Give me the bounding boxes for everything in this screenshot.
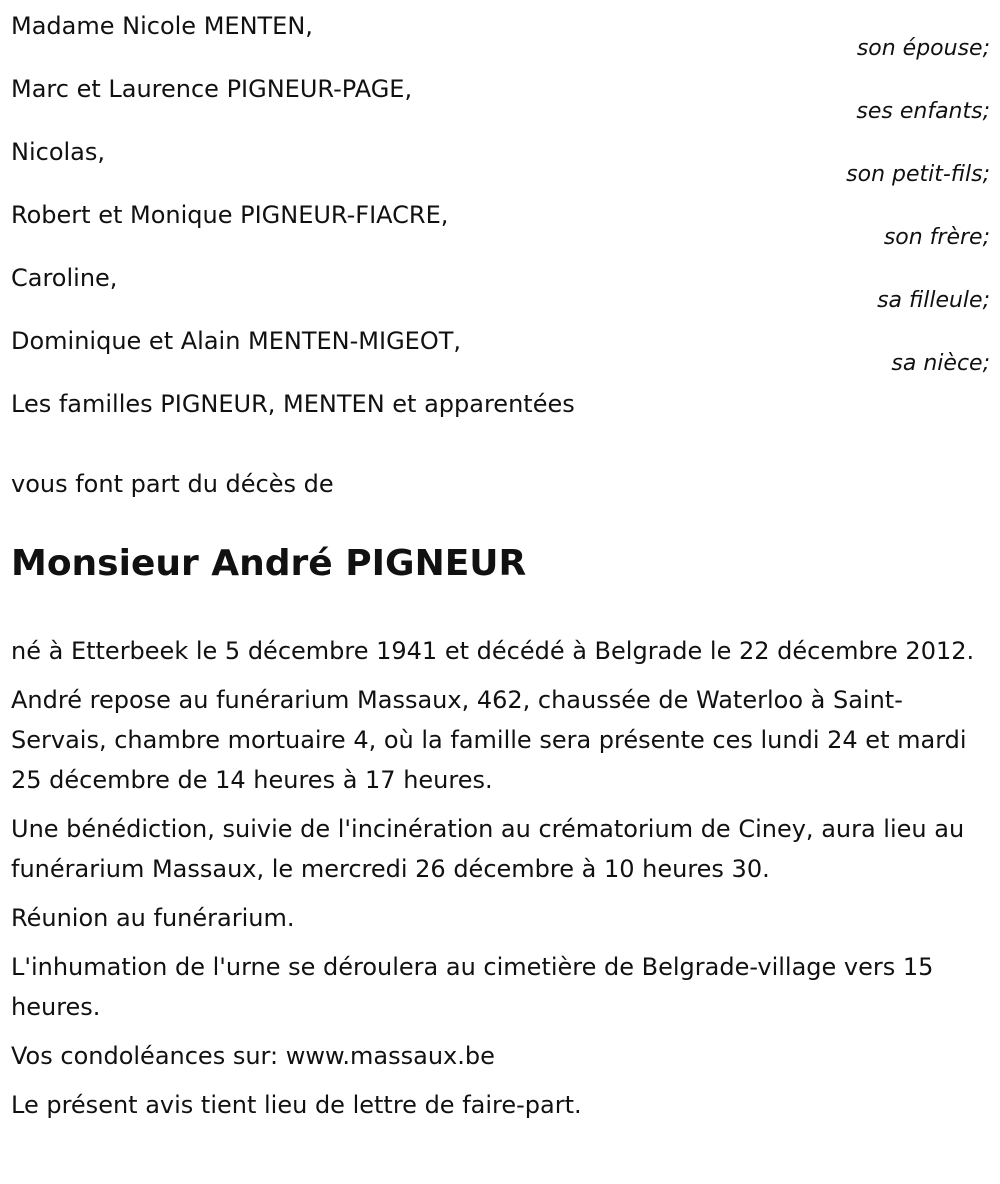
notice-paragraph: Le présent avis tient lieu de lettre de faire-part.	[11, 1091, 582, 1119]
announcement-intro: vous font part du décès de	[11, 470, 334, 498]
family-row	[11, 252, 990, 315]
family-member-relation: son frère;	[883, 225, 990, 250]
family-member-relation: ses enfants;	[856, 99, 990, 124]
family-list	[11, 0, 990, 378]
family-member-name: Marc et Laurence PIGNEUR-PAGE,	[11, 75, 413, 103]
notice-body	[11, 631, 990, 1134]
family-member-name: Nicolas,	[11, 138, 106, 166]
visitation-paragraph: André repose au funérarium Massaux, 462, chaussée de Waterloo à Saint-Servais, chambre mortuaire 4, où la famille sera présente ces lundi 24 et mardi 25 décembre de 14 heures à 17 heures.	[11, 686, 967, 794]
family-member-relation: sa filleule;	[877, 288, 990, 313]
birth-death-paragraph: né à Etterbeek le 5 décembre 1941 et décédé à Belgrade le 22 décembre 2012.	[11, 637, 975, 665]
family-member-name: Dominique et Alain MENTEN-MIGEOT,	[11, 327, 462, 355]
deceased-name: Monsieur André PIGNEUR	[11, 543, 527, 584]
family-row	[11, 189, 990, 252]
condolences-paragraph: Vos condoléances sur: www.massaux.be	[11, 1042, 495, 1070]
families-line: Les familles PIGNEUR, MENTEN et apparentées	[11, 390, 575, 418]
family-row	[11, 315, 990, 378]
burial-paragraph: L'inhumation de l'urne se déroulera au cimetière de Belgrade-village vers 15 heures.	[11, 953, 934, 1021]
family-member-relation: son épouse;	[856, 36, 990, 61]
family-member-name: Caroline,	[11, 264, 118, 292]
family-row	[11, 0, 990, 63]
family-row	[11, 126, 990, 189]
family-row	[11, 63, 990, 126]
reunion-paragraph: Réunion au funérarium.	[11, 904, 295, 932]
family-member-name: Robert et Monique PIGNEUR-FIACRE,	[11, 201, 449, 229]
family-member-relation: son petit-fils;	[846, 162, 990, 187]
family-member-relation: sa nièce;	[891, 351, 990, 376]
ceremony-paragraph: Une bénédiction, suivie de l'incinération au crématorium de Ciney, aura lieu au funérarium Massaux, le mercredi 26 décembre à 10 heures 30.	[11, 815, 965, 883]
family-member-name: Madame Nicole MENTEN,	[11, 12, 313, 40]
